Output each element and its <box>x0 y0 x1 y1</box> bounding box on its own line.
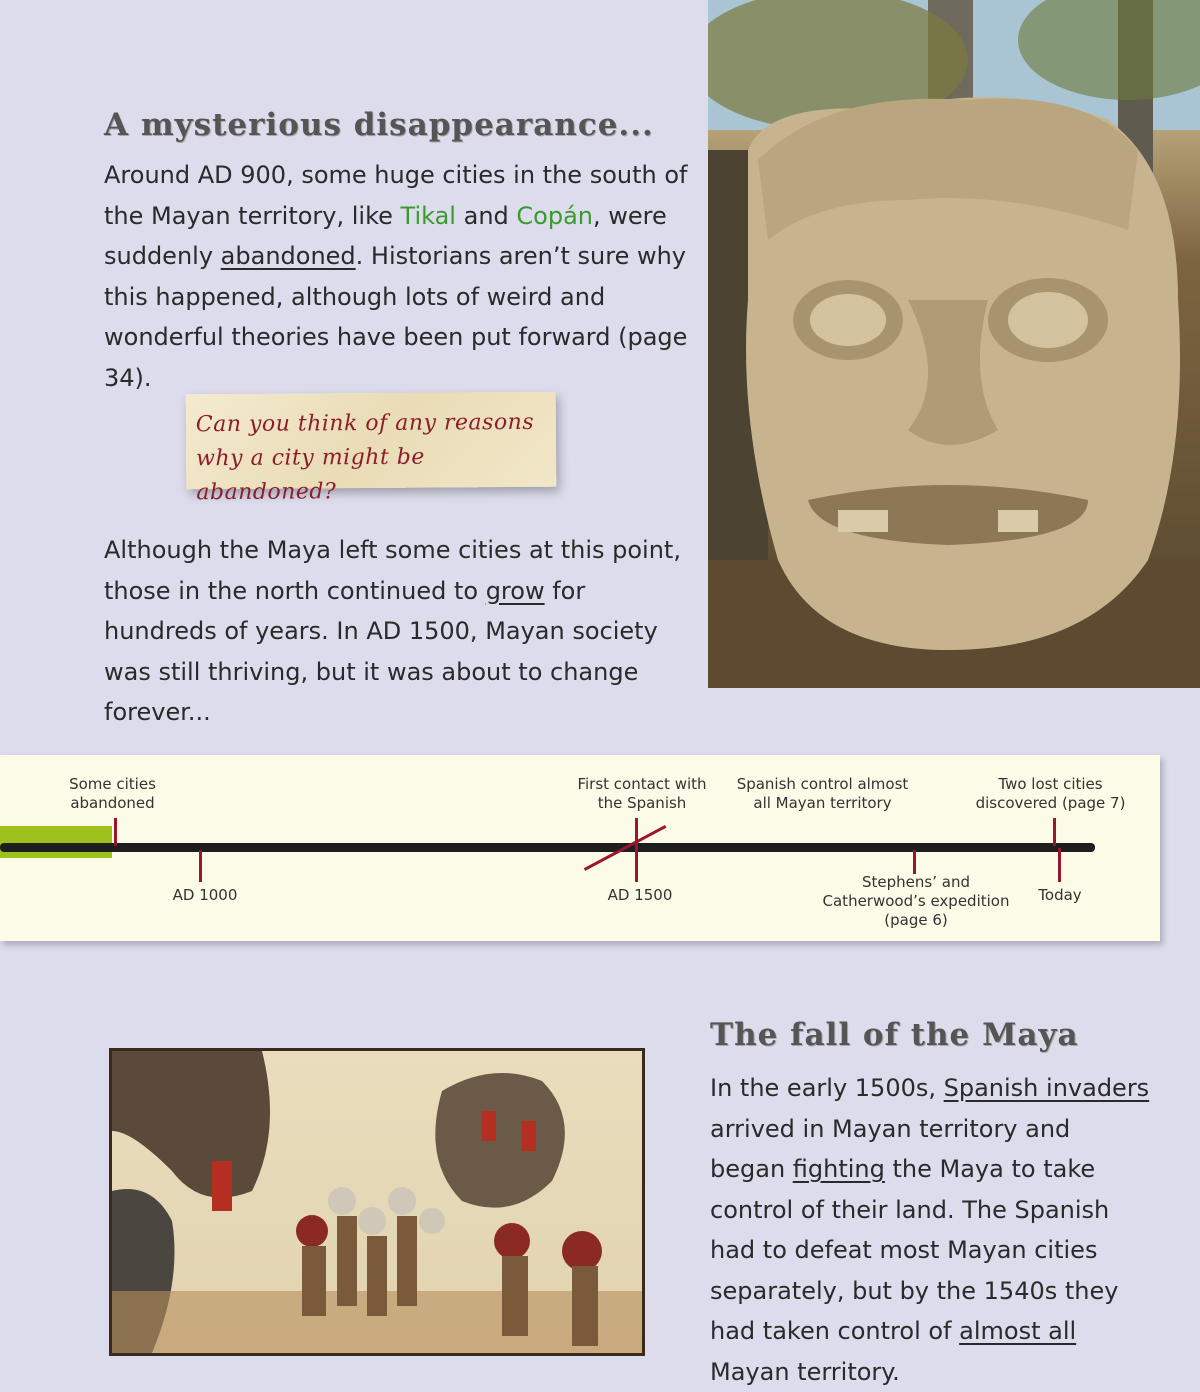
timeline-label-spanish-control: Spanish control almost all Mayan territory <box>736 775 909 812</box>
timeline-label-cities-abandoned: Some cities abandoned <box>69 775 156 812</box>
timeline <box>0 755 1160 941</box>
timeline-tick-cities-abandoned <box>114 818 117 846</box>
question-note <box>186 392 557 506</box>
conquest-painting <box>109 1048 645 1356</box>
timeline-tick-today <box>1058 848 1061 882</box>
paragraph-disappearance <box>104 155 704 398</box>
text-span: . Historians aren’t sure why this happened, although lots of weird and wonderful theories have been put forward (page 34). <box>104 242 688 392</box>
link-copan[interactable]: Copán <box>516 201 593 230</box>
text-span: for hundreds of years. In AD 1500, Mayan society was still thriving, but it was about to change forever... <box>104 576 658 726</box>
stone-head-photo <box>708 0 1200 688</box>
keyword-fighting: fighting <box>792 1155 885 1183</box>
timeline-label-ad1000: AD 1000 <box>172 886 238 904</box>
text-span: and <box>455 201 517 230</box>
question-note-text: Can you think of any reasons why a city might be abandoned? <box>195 409 535 506</box>
text-span: Mayan territory. <box>710 1357 900 1386</box>
timeline-label-first-contact: First contact with the Spanish <box>577 775 707 812</box>
timeline-label-ad1500: AD 1500 <box>607 886 673 904</box>
timeline-tick-ad1000 <box>199 850 202 882</box>
keyword-grow: grow <box>485 576 545 605</box>
timeline-label-expedition: Stephens’ and Catherwood’s expedition (page 6) <box>822 873 1010 929</box>
keyword-spanish-invaders: Spanish invaders <box>943 1074 1150 1102</box>
text-span: Around AD 900, some huge cities in the south of the Mayan territory, like <box>104 161 688 230</box>
timeline-label-lost-cities: Two lost cities discovered (page 7) <box>975 775 1126 812</box>
link-tikal[interactable]: Tikal <box>400 201 456 230</box>
text-span: Although the Maya left some cities at this point, those in the north continued to <box>104 536 681 605</box>
section-heading-disappearance: A mysterious disappearance... <box>104 107 654 143</box>
keyword-abandoned: abandoned <box>220 242 356 270</box>
text-span: , were suddenly <box>104 201 667 270</box>
stone-head-illustration <box>708 0 1200 688</box>
timeline-tick-ad1500 <box>635 818 638 882</box>
conquest-illustration <box>112 1051 642 1353</box>
timeline-accent-bar <box>0 826 112 858</box>
section-heading-fall: The fall of the Maya <box>710 1017 1079 1053</box>
timeline-line <box>0 843 1095 852</box>
timeline-tick-expedition <box>913 850 916 874</box>
text-span: In the early 1500s, <box>710 1074 944 1102</box>
text-span: arrived in Mayan territory and began <box>710 1114 1071 1183</box>
keyword-almost-all: almost all <box>959 1317 1077 1345</box>
timeline-tick-lost-cities <box>1053 818 1056 846</box>
text-span: the Maya to take control of their land. The Spanish had to defeat most Mayan cities separately, but by the 1540s they had taken control of <box>710 1155 1119 1345</box>
timeline-label-today: Today <box>1038 886 1082 904</box>
paragraph-fall <box>710 1068 1150 1392</box>
paragraph-growth <box>104 530 694 733</box>
